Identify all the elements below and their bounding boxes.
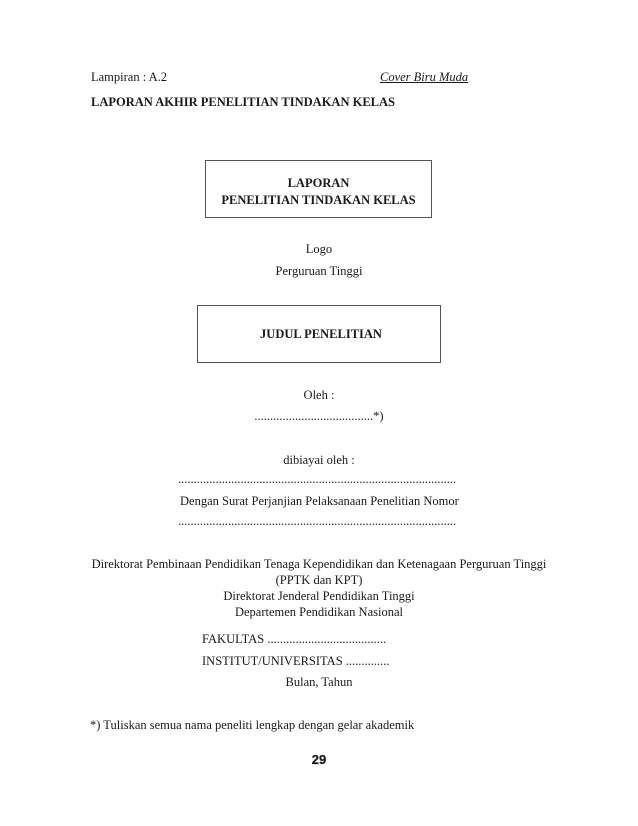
research-title: JUDUL PENELITIAN [260,327,382,341]
author-placeholder: ......................................*) [254,409,384,423]
attachment-label: Lampiran : A.2 [91,70,168,84]
month-year-label: Bulan, Tahun [285,675,353,689]
funded-by-label: dibiayai oleh : [283,453,355,467]
contract-number-placeholder: ......................................................................................... [178,514,457,528]
logo-label: Logo [305,242,333,256]
university-placeholder: INSTITUT/UNIVERSITAS .............. [202,654,390,668]
funder-placeholder: ......................................................................................... [178,472,457,486]
cover-color-note: Cover Biru Muda [380,70,469,84]
university-logo-label: Perguruan Tinggi [275,264,363,278]
report-box-line1: LAPORAN [287,176,350,190]
report-title-box [205,160,432,218]
contract-label: Dengan Surat Perjanjian Pelaksanaan Penelitian Nomor [180,494,459,508]
author-label: Oleh : [303,388,335,402]
directorate-line1: Direktorat Pembinaan Pendidikan Tenaga Kependidikan dan Ketenagaan Perguruan Tinggi [91,557,547,571]
report-box-line2: PENELITIAN TINDAKAN KELAS [221,193,416,207]
footnote: *) Tuliskan semua nama peneliti lengkap dengan gelar akademik [90,718,415,732]
document-heading: LAPORAN AKHIR PENELITIAN TINDAKAN KELAS [91,95,395,109]
faculty-placeholder: FAKULTAS ...................................... [202,632,387,646]
research-title-box [197,305,441,363]
directorate-line4: Departemen Pendidikan Nasional [234,605,403,619]
page-number: 29 [311,752,327,767]
directorate-line3: Direktorat Jenderal Pendidikan Tinggi [223,589,415,603]
directorate-line2: (PPTK dan KPT) [275,573,363,587]
